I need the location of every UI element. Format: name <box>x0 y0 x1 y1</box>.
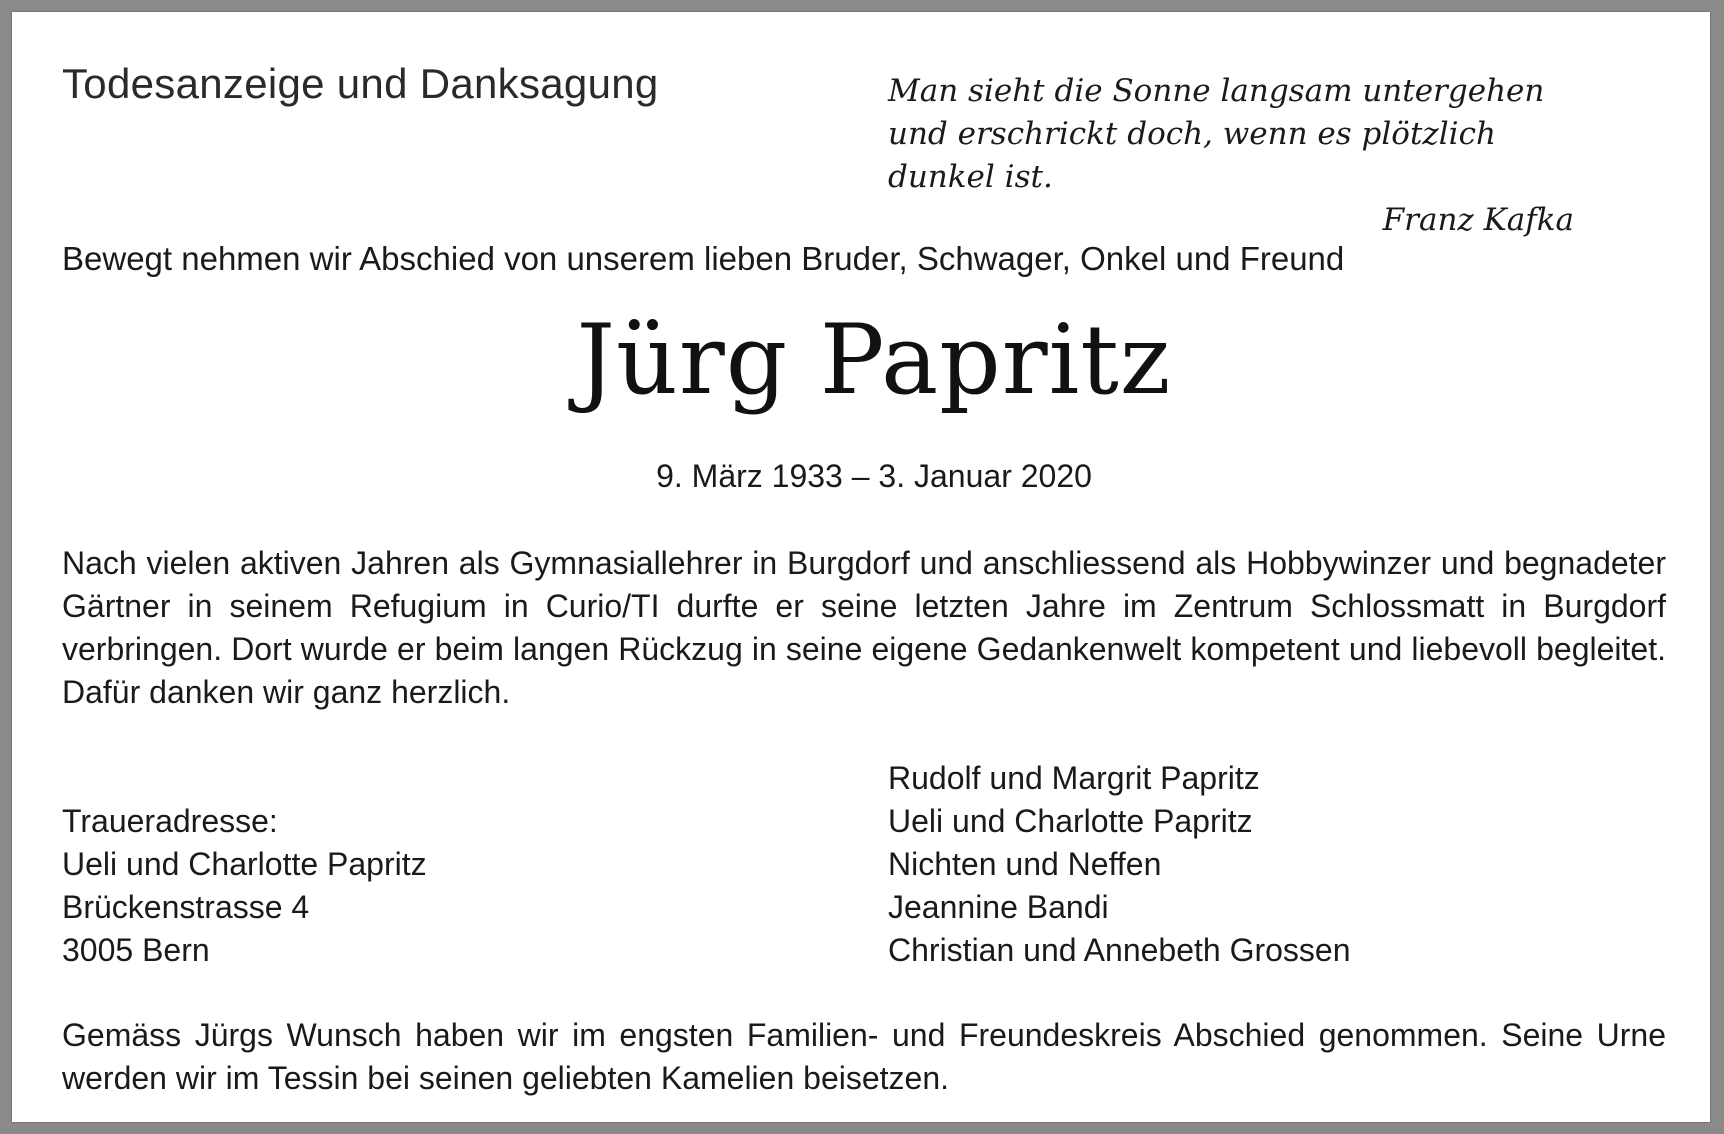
mourners-list <box>888 757 1351 972</box>
kafka-quote <box>888 70 1578 242</box>
mourner-item: Christian und Annebeth Grossen <box>888 932 1351 968</box>
address-street: Brückenstrasse 4 <box>62 889 310 925</box>
mourner-item: Jeannine Bandi <box>888 889 1109 925</box>
mourner-item: Ueli und Charlotte Papritz <box>888 803 1253 839</box>
mourner-item: Nichten und Neffen <box>888 846 1162 882</box>
quote-line-2: und erschrickt doch, wenn es plötzlich dunkel ist. <box>888 116 1496 195</box>
quote-author: Franz Kafka <box>1382 202 1574 238</box>
address-label: Traueradresse: <box>62 803 278 839</box>
life-dates: 9. März 1933 – 3. Januar 2020 <box>656 458 1092 494</box>
closing-paragraph: Gemäss Jürgs Wunsch haben wir im engsten Familien- und Freundeskreis Abschied genommen. Seine Urne werden wir im Tessin bei seinen geliebten Kamelien beisetzen. <box>62 1017 1666 1096</box>
notice-heading: Todesanzeige und Danksagung <box>62 60 659 107</box>
intro-text: Bewegt nehmen wir Abschied von unserem lieben Bruder, Schwager, Onkel und Freund <box>62 240 1345 277</box>
deceased-name: Jürg Papritz <box>576 304 1172 416</box>
quote-line-1: Man sieht die Sonne langsam untergehen <box>888 73 1545 109</box>
address-city: 3005 Bern <box>62 932 210 968</box>
mourner-item: Rudolf und Margrit Papritz <box>888 760 1260 796</box>
biography-paragraph: Nach vielen aktiven Jahren als Gymnasiallehrer in Burgdorf und anschliessend als Hobbywinzer und begnadeter Gärtner in seinem Refugium in Curio/TI durfte er seine letzten Jahre im Zentrum Schlossmatt in Burgdorf verbringen. Dort wurde er beim langen Rückzug in seine eigene Gedankenwelt kompetent und liebevoll begleitet. Dafür danken wir ganz herzlich. <box>62 545 1666 710</box>
address-name: Ueli und Charlotte Papritz <box>62 846 427 882</box>
mourning-address <box>62 800 427 972</box>
obituary-card <box>12 12 1710 1122</box>
